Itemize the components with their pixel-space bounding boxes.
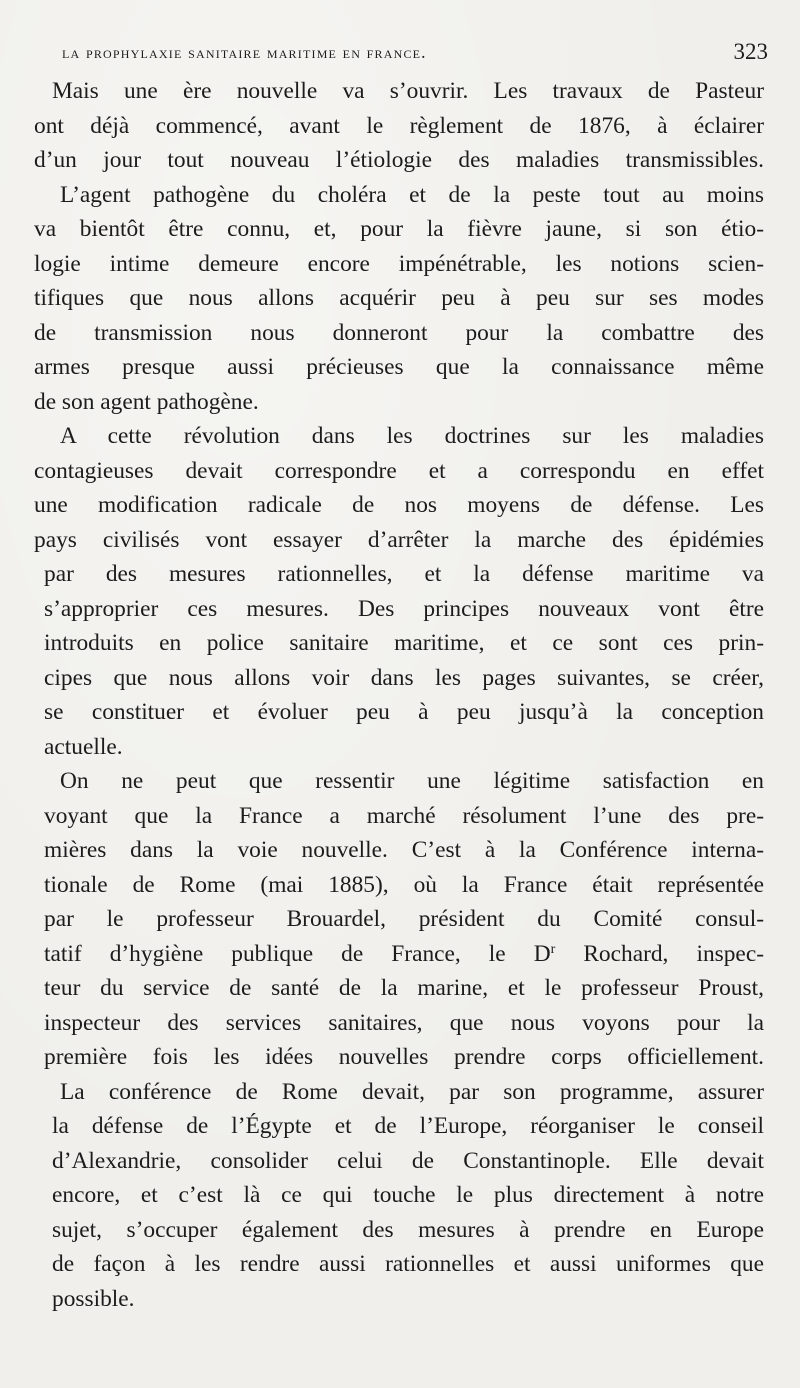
text-line: tionale de Rome (mai 1885), où la France était représentée bbox=[44, 871, 764, 898]
text-line: par des mesures rationnelles, et la défense maritime va bbox=[44, 561, 764, 587]
text-line: sujet, s’occuper également des mesures à prendre en Europe bbox=[52, 1216, 764, 1243]
text-line: encore, et c’est là ce qui touche le plus directement à notre bbox=[52, 1182, 764, 1208]
text-line: va bientôt être connu, et, pour la fièvre jaune, si son étio- bbox=[34, 216, 764, 242]
text-line: L’agent pathogène du choléra et de la peste tout au moins bbox=[60, 181, 764, 208]
text-line: armes presque aussi précieuses que la connaissance même bbox=[34, 354, 764, 380]
text-line: logie intime demeure encore impénétrable, les notions scien- bbox=[34, 250, 764, 277]
text-line: d’Alexandrie, consolider celui de Constantinople. Elle devait bbox=[52, 1147, 764, 1174]
text-line: mières dans la voie nouvelle. C’est à la Conférence interna- bbox=[44, 837, 764, 863]
text-line: par le professeur Brouardel, président du Comité consul- bbox=[44, 906, 764, 932]
page-number: 323 bbox=[733, 39, 768, 64]
text-line: de façon à les rendre aussi rationnelles et aussi uniformes que bbox=[52, 1251, 764, 1277]
text-line: se constituer et évoluer peu à peu jusqu’à la conception bbox=[44, 699, 764, 725]
text-line: ont déjà commencé, avant le règlement de 1876, à éclairer bbox=[34, 112, 764, 139]
text-line: Mais une ère nouvelle va s’ouvrir. Les travaux de Pasteur bbox=[52, 78, 764, 104]
body-text bbox=[34, 74, 764, 1316]
text-line: teur du service de santé de la marine, et le professeur Proust, bbox=[44, 975, 764, 1001]
text-line: s’approprier ces mesures. Des principes nouveaux vont être bbox=[44, 595, 764, 622]
text-line: inspecteur des services sanitaires, que nous voyons pour la bbox=[44, 1009, 764, 1036]
running-title: la prophylaxie sanitaire maritime en france. bbox=[62, 42, 427, 62]
text-line: A cette révolution dans les doctrines sur les maladies bbox=[60, 423, 764, 449]
text-line: On ne peut que ressentir une légitime satisfaction en bbox=[60, 768, 764, 794]
text-line: La conférence de Rome devait, par son programme, assurer bbox=[60, 1078, 764, 1105]
text-line: pays civilisés vont essayer d’arrêter la marche des épidémies bbox=[34, 526, 764, 553]
text-fragment: tatif d’hygiène publique de France, le D bbox=[44, 940, 551, 967]
text-line: introduits en police sanitaire maritime, et ce sont ces prin- bbox=[44, 630, 764, 656]
text-line: contagieuses devait correspondre et a correspondu en effet bbox=[34, 457, 764, 484]
text-line: voyant que la France a marché résolument l’une des pre- bbox=[44, 802, 764, 829]
running-head bbox=[62, 36, 768, 68]
text-line bbox=[34, 937, 764, 972]
text-line: possible. bbox=[52, 1285, 135, 1312]
text-line: actuelle. bbox=[44, 733, 123, 760]
text-fragment: Rochard, inspec- bbox=[555, 940, 764, 967]
text-line: d’un jour tout nouveau l’étiologie des maladies transmissibles. bbox=[34, 147, 764, 173]
text-line: de son agent pathogène. bbox=[34, 388, 259, 415]
text-line: la défense de l’Égypte et de l’Europe, réorganiser le conseil bbox=[52, 1113, 764, 1139]
text-line: première fois les idées nouvelles prendre corps officiellement. bbox=[44, 1044, 764, 1070]
text-line: cipes que nous allons voir dans les pages suivantes, se créer, bbox=[44, 664, 764, 691]
superscript: r bbox=[550, 941, 556, 957]
text-line: une modification radicale de nos moyens de défense. Les bbox=[34, 492, 764, 518]
text-line: tifiques que nous allons acquérir peu à peu sur ses modes bbox=[34, 285, 764, 311]
text-line: de transmission nous donneront pour la combattre des bbox=[34, 319, 764, 346]
